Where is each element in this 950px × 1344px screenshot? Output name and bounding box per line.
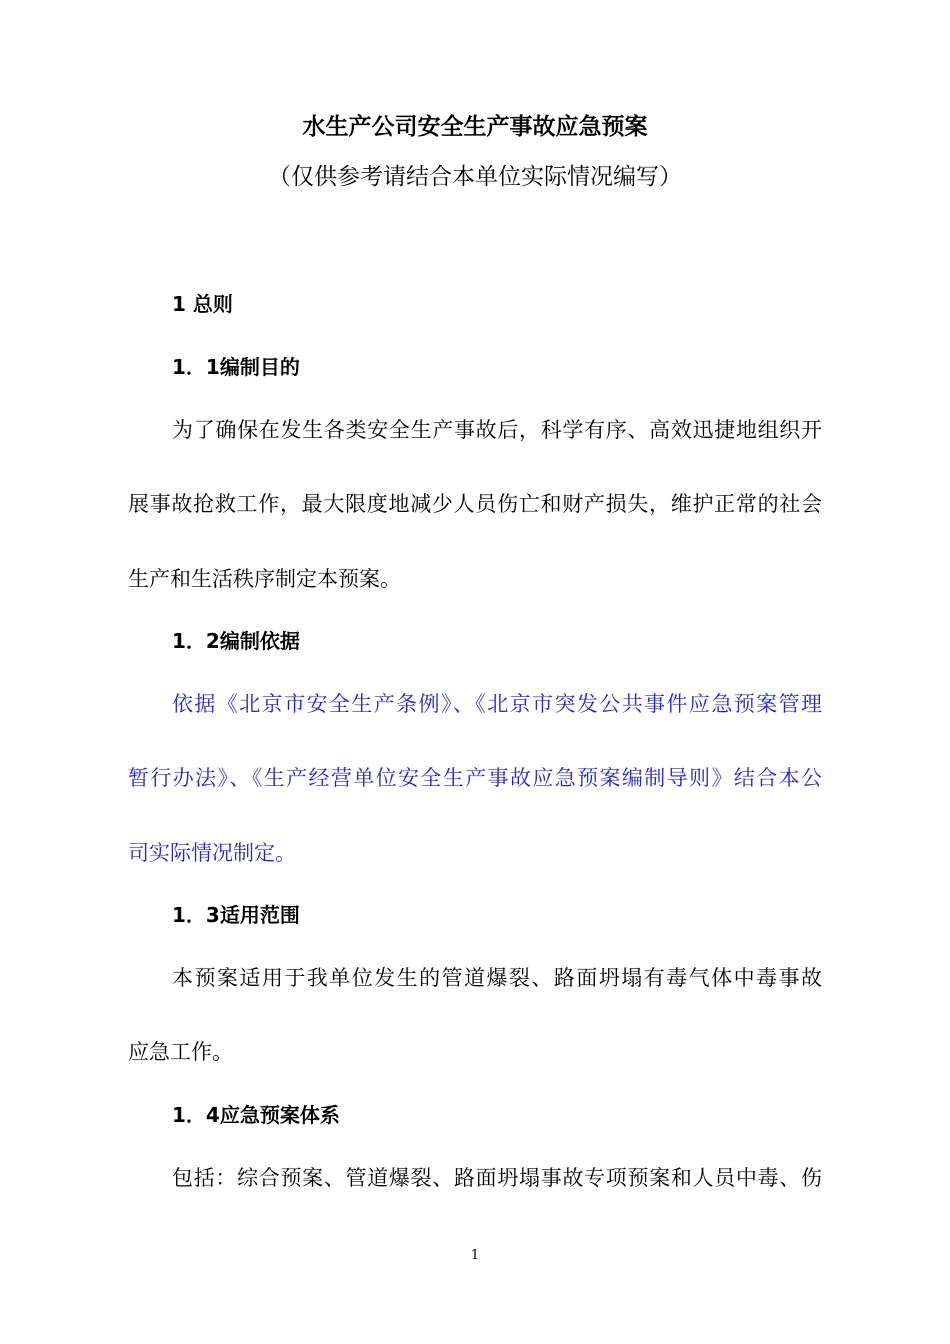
paragraph-line: 应急工作。 xyxy=(128,1040,233,1064)
heading-basis: 1．2编制依据 xyxy=(172,629,300,653)
heading-scope: 1．3适用范围 xyxy=(172,903,300,927)
heading-plan-system: 1．4应急预案体系 xyxy=(172,1103,340,1127)
document-subtitle: （仅供参考请结合本单位实际情况编写） xyxy=(268,164,682,190)
page-number: 1 xyxy=(470,1248,480,1263)
paragraph-line: 本预案适用于我单位发生的管道爆裂、路面坍塌有毒气体中毒事故 xyxy=(172,966,822,990)
paragraph-line: 展事故抢救工作，最大限度地减少人员伤亡和财产损失，维护正常的社会 xyxy=(128,492,822,516)
heading-purpose: 1．1编制目的 xyxy=(172,355,300,379)
paragraph-line: 依据《北京市安全生产条例》、《北京市突发公共事件应急预案管理 xyxy=(172,692,822,716)
document-title: 水生产公司安全生产事故应急预案 xyxy=(302,114,648,140)
section-heading-general: 1 总则 xyxy=(172,292,233,316)
paragraph-line: 司实际情况制定。 xyxy=(128,841,296,865)
paragraph-line: 包括：综合预案、管道爆裂、路面坍塌事故专项预案和人员中毒、伤 xyxy=(172,1166,822,1190)
paragraph-line: 暂行办法》、《生产经营单位安全生产事故应急预案编制导则》结合本公 xyxy=(128,766,822,790)
paragraph-line: 生产和生活秩序制定本预案。 xyxy=(128,567,401,591)
paragraph-line: 为了确保在发生各类安全生产事故后，科学有序、高效迅捷地组织开 xyxy=(172,418,822,442)
